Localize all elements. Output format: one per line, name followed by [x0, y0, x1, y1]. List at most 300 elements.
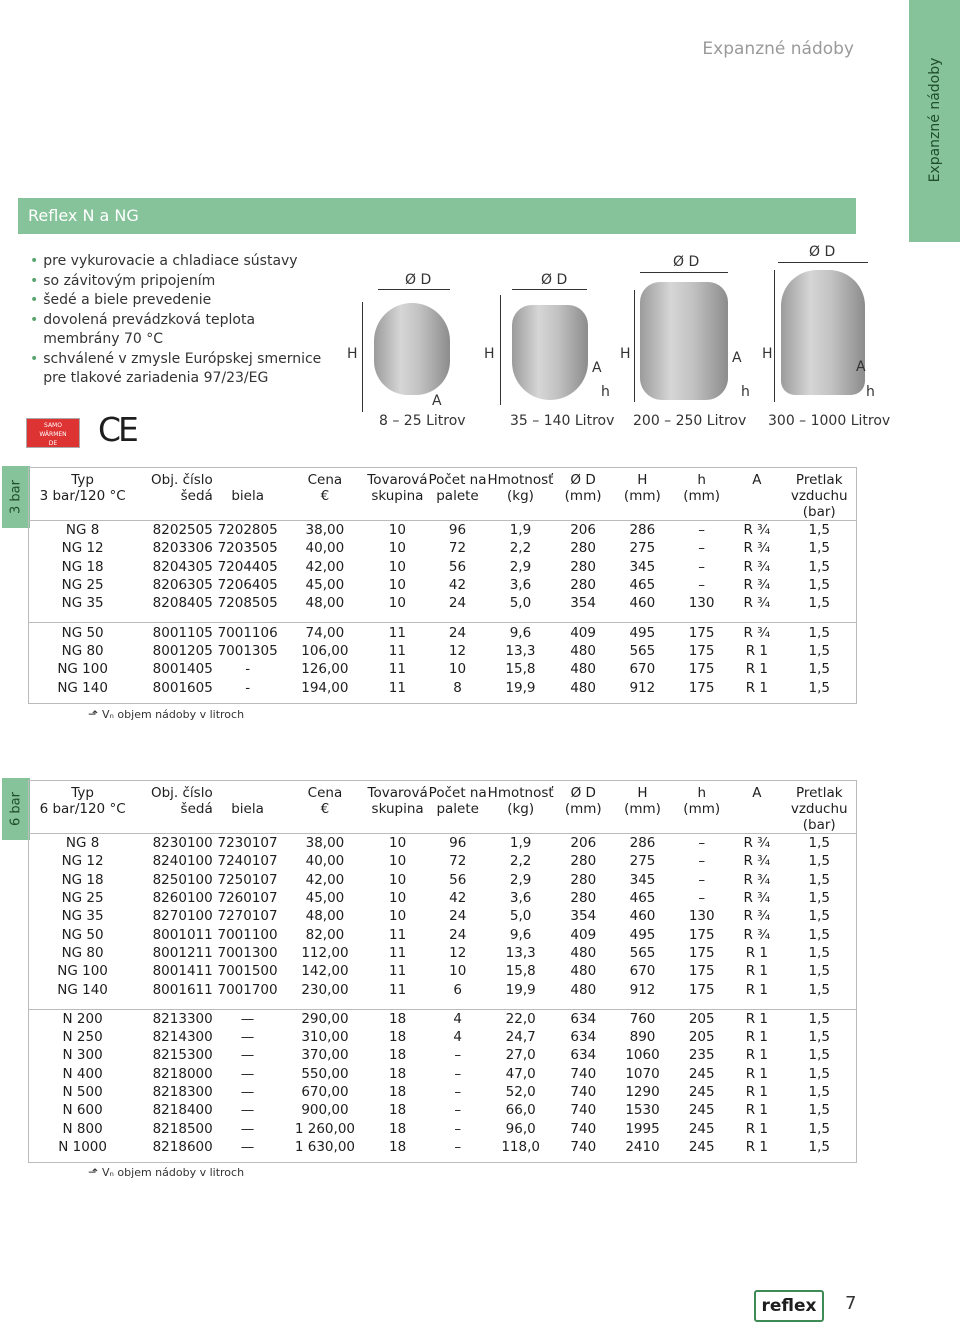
table-cell: R ¾ — [743, 871, 771, 888]
table-cell: — — [240, 1065, 255, 1082]
table-cell: 8 — [453, 679, 462, 696]
side-tab-label: Expanzné nádoby — [926, 57, 943, 183]
table-cell: 7202805 — [213, 521, 283, 540]
th-hmotnost: Hmotnosť (kg) — [487, 472, 554, 504]
table-cell: 112,00 — [301, 944, 349, 961]
table-cell: NG 18 — [61, 558, 104, 575]
table-row — [28, 889, 856, 907]
table-cell: 409 — [570, 926, 597, 943]
table-cell: 1,5 — [808, 1102, 830, 1119]
table-cell: 66,0 — [505, 1102, 536, 1119]
table-cell: 8215300 — [152, 1047, 213, 1064]
table-cell: R ¾ — [731, 521, 782, 540]
table-cell: 8250100 — [152, 871, 213, 888]
table-row — [28, 962, 856, 980]
table-cell: 480 — [570, 642, 596, 659]
table-cell: 8001405 — [152, 661, 213, 678]
table-cell: 740 — [570, 1120, 597, 1137]
table-cell: 205 — [688, 1029, 715, 1046]
table-cell: 1,5 — [808, 661, 830, 678]
table-cell: 1995 — [625, 1120, 660, 1137]
table-cell: 7001305 — [217, 642, 278, 659]
table-cell: 7203505 — [217, 540, 278, 557]
table-cell: 1,9 — [487, 521, 553, 540]
table-cell: 8270100 — [152, 908, 213, 925]
table-cell: 11 — [388, 642, 406, 659]
table-cell: 2,2 — [509, 853, 532, 870]
table-cell: 1,5 — [782, 834, 856, 853]
table-cell: 1,5 — [808, 1120, 830, 1137]
vessel3-a-label: A — [732, 350, 742, 366]
table-cell: – — [698, 540, 705, 557]
table-cell: 230,00 — [301, 981, 349, 998]
table-cell: 175 — [688, 679, 715, 696]
table-cell: 38,00 — [282, 834, 367, 853]
table-cell: 480 — [570, 944, 597, 961]
table-cell: 1,5 — [782, 623, 856, 642]
table-cell: – — [672, 834, 731, 853]
table-cell: 11 — [389, 963, 407, 980]
vessel4-image — [781, 270, 865, 395]
table-cell: 8208405 — [152, 595, 213, 612]
table-cell: 1,5 — [808, 679, 830, 696]
table-row — [28, 678, 856, 696]
table-cell: 10 — [388, 558, 406, 575]
table-cell: 290,00 — [282, 1009, 367, 1028]
table-cell: 1,5 — [808, 1084, 830, 1100]
table-cell: 12 — [448, 642, 467, 659]
table-cell: 280 — [570, 577, 596, 594]
ce-mark-logo: CE — [98, 410, 136, 449]
table-cell: 1,5 — [808, 1138, 830, 1155]
table-cell: 118,0 — [501, 1138, 540, 1155]
table-cell: 10 — [449, 963, 467, 980]
table-row — [28, 834, 856, 853]
table-cell: 175 — [688, 926, 715, 943]
table-cell: 565 — [629, 944, 656, 961]
table-cell: 280 — [570, 853, 597, 870]
th-h: h (mm) — [683, 472, 721, 504]
table-cell: 1,5 — [808, 981, 830, 998]
table-cell: 19,9 — [505, 679, 536, 696]
table-cell: R ¾ — [743, 540, 771, 557]
table-cell: 7250107 — [217, 871, 278, 888]
th-H: H (mm) — [624, 785, 661, 817]
table-cell: 48,00 — [305, 595, 345, 612]
table-cell: 42 — [448, 577, 467, 594]
table-cell: 175 — [688, 944, 715, 961]
table-cell: R 1 — [745, 1120, 769, 1137]
table-cell: NG 100 — [57, 661, 108, 678]
table-cell: 47,0 — [505, 1065, 536, 1082]
feature-item-cont: membrány 70 °C — [43, 331, 164, 347]
table-cell: - — [245, 661, 251, 678]
table-cell: 18 — [389, 1065, 407, 1082]
table-cell: 82,00 — [305, 926, 345, 943]
table-cell: 72 — [448, 540, 467, 557]
table-cell: N 600 — [62, 1102, 103, 1119]
table-row — [28, 1119, 856, 1137]
table-cell: 5,0 — [509, 595, 532, 612]
table-cell: 740 — [570, 1084, 597, 1100]
table-cell: R 1 — [745, 679, 768, 696]
vessel2-h-label: H — [484, 346, 495, 362]
table-cell: 10 — [388, 577, 406, 594]
table-cell: 1,5 — [808, 540, 830, 557]
th-typ: Typ 3 bar/120 °C — [39, 472, 126, 504]
table-cell: 1,5 — [808, 853, 830, 870]
table-cell: 8206305 — [152, 577, 213, 594]
table-cell: 634 — [570, 1029, 597, 1046]
table-cell: 2,2 — [509, 540, 532, 557]
table-cell: R 1 — [745, 944, 769, 961]
table-cell: NG 25 — [61, 577, 104, 594]
table-cell: R ¾ — [731, 834, 782, 853]
table-cell: 11 — [367, 623, 427, 642]
table-cell: 345 — [629, 558, 656, 575]
table-cell: 130 — [688, 595, 715, 612]
table-cell: 1,5 — [808, 963, 830, 980]
table-cell: 13,3 — [505, 944, 536, 961]
table-cell: 96 — [428, 521, 488, 540]
vessel1-caption: 8 – 25 Litrov — [379, 413, 466, 429]
table-cell: 354 — [570, 595, 596, 612]
table-cell: — — [240, 1138, 255, 1155]
table-cell: 15,8 — [505, 661, 536, 678]
table-cell: NG 80 — [61, 642, 104, 659]
feature-item: • schválené v zmysle Európskej smernice — [30, 350, 322, 367]
table-row — [28, 852, 856, 870]
table-row — [28, 980, 856, 998]
table-cell: 45,00 — [305, 577, 345, 594]
table-cell: 1,5 — [808, 642, 830, 659]
th-pretlak: Pretlak vzduchu (bar) — [790, 472, 848, 520]
table-cell: NG 50 — [28, 623, 137, 642]
table-cell: 10 — [388, 595, 406, 612]
table-spacer — [28, 999, 856, 1010]
table-cell: 670 — [629, 661, 656, 678]
table-cell: 175 — [688, 963, 715, 980]
table-cell: 18 — [368, 1009, 428, 1028]
vessel2-smallh-label: h — [601, 384, 610, 400]
table-cell: 565 — [629, 642, 656, 659]
table-cell: — — [240, 1084, 255, 1100]
vessel3-caption: 200 – 250 Litrov — [633, 413, 747, 429]
table-cell: 7001300 — [217, 944, 278, 961]
th-obj-seda: Obj. číslo šedá — [150, 785, 213, 817]
table-cell: 40,00 — [305, 853, 345, 870]
table-cell: N 300 — [62, 1047, 103, 1064]
table-cell: 52,0 — [505, 1084, 536, 1100]
table-cell: 465 — [629, 890, 656, 907]
table-cell: 286 — [613, 834, 672, 853]
vessel4-smallh-label: h — [866, 384, 875, 400]
table-cell: 1,5 — [808, 926, 830, 943]
table-cell: 3,6 — [509, 577, 532, 594]
table6-body — [28, 834, 856, 1157]
table-row — [28, 660, 856, 678]
table-cell: 40,00 — [305, 540, 345, 557]
table-cell: NG 12 — [61, 540, 104, 557]
table-cell: 6 — [453, 981, 462, 998]
table-cell: NG 8 — [28, 834, 137, 853]
th-hmotnost: Hmotnosť (kg) — [487, 785, 554, 817]
vessel1-a-label: A — [432, 393, 442, 409]
table-cell: 8202505 — [137, 521, 213, 540]
table-cell: NG 80 — [61, 944, 104, 961]
table-cell: R 1 — [745, 1084, 769, 1100]
table-cell: NG 50 — [61, 926, 104, 943]
table-cell: – — [454, 1102, 462, 1119]
table-cell: 206 — [553, 521, 612, 540]
table-cell: 480 — [570, 963, 597, 980]
table-6bar — [28, 783, 856, 1156]
table-cell: 1,5 — [808, 1065, 830, 1082]
certification-logo: SAMO WÄRMEN DE — [26, 418, 80, 448]
th-tovarova: Tovarová skupina — [367, 472, 428, 504]
th-od: Ø D (mm) — [564, 785, 602, 817]
table-cell: 912 — [629, 981, 656, 998]
table-row — [28, 558, 856, 576]
table-cell: – — [454, 1138, 462, 1155]
table3-note: ⬏ Vₙ objem nádoby v litroch — [88, 707, 245, 721]
table-cell: 1,5 — [808, 595, 830, 612]
table-cell: 1 260,00 — [294, 1120, 355, 1137]
table-cell: 4 — [428, 1009, 488, 1028]
table-cell: 205 — [672, 1009, 731, 1028]
th-typ: Typ 6 bar/120 °C — [39, 785, 126, 817]
table-cell: 550,00 — [301, 1065, 349, 1082]
table-cell: 15,8 — [505, 963, 536, 980]
table-cell: 900,00 — [301, 1102, 349, 1119]
table-cell: 634 — [554, 1009, 613, 1028]
th-tovarova: Tovarová skupina — [367, 785, 428, 817]
table-cell: 11 — [388, 679, 406, 696]
table-cell: R ¾ — [743, 595, 771, 612]
table-cell: NG 100 — [57, 963, 108, 980]
table-cell: NG 140 — [57, 981, 108, 998]
table-cell: 2410 — [625, 1138, 660, 1155]
table-cell: 10 — [367, 521, 427, 540]
table-cell: 7240107 — [217, 853, 278, 870]
table-cell: 480 — [570, 679, 596, 696]
table-cell: 465 — [629, 577, 656, 594]
table-cell: 280 — [570, 540, 596, 557]
table-cell: 3,6 — [509, 890, 532, 907]
table-cell: 1,5 — [808, 890, 830, 907]
table-cell: – — [698, 577, 705, 594]
table-row — [28, 925, 856, 943]
table-cell: 24,7 — [505, 1029, 536, 1046]
table-cell: R 1 — [731, 1009, 782, 1028]
table-cell: 56 — [449, 871, 467, 888]
table-cell: 194,00 — [301, 679, 349, 696]
table-cell: 1,5 — [808, 577, 830, 594]
table-cell: 245 — [688, 1120, 715, 1137]
table-cell: 7270107 — [217, 908, 278, 925]
table-cell: 460 — [629, 595, 656, 612]
table-cell: N 500 — [62, 1084, 103, 1100]
table-cell: 38,00 — [282, 521, 367, 540]
table3-body — [28, 521, 856, 697]
table-cell: 7208505 — [217, 595, 278, 612]
table-cell: – — [454, 1047, 462, 1064]
table-row — [28, 1138, 856, 1156]
feature-item: • pre vykurovacie a chladiace sústavy — [30, 253, 298, 269]
table-row — [28, 576, 856, 594]
table-cell: 7260107 — [217, 890, 278, 907]
table-cell: NG 18 — [61, 871, 104, 888]
table-cell: – — [698, 871, 706, 888]
table-row — [28, 539, 856, 557]
table-cell: 106,00 — [301, 642, 349, 659]
table-cell: 175 — [688, 661, 715, 678]
vessel3-h-label: H — [620, 346, 631, 362]
th-A: A — [752, 785, 762, 801]
table-cell: 48,00 — [305, 908, 345, 925]
table-row — [28, 594, 856, 612]
table-cell: 24 — [448, 595, 467, 612]
vessel3-od-label: Ø D — [673, 254, 700, 270]
table-cell: – — [454, 1120, 462, 1137]
feature-item-cont: pre tlakové zariadenia 97/23/EG — [43, 370, 269, 386]
table-cell: 18 — [389, 1120, 407, 1137]
table-cell: R ¾ — [743, 853, 771, 870]
table-cell: R 1 — [745, 642, 768, 659]
table-cell: 740 — [570, 1102, 597, 1119]
vessel3-image — [640, 282, 728, 400]
table-cell: 8203306 — [152, 540, 213, 557]
table-cell: 27,0 — [505, 1047, 536, 1064]
table-cell: 345 — [629, 871, 656, 888]
table-cell: 8230100 — [137, 834, 213, 853]
table-cell: 1,5 — [808, 1047, 830, 1064]
th-cena: Cena € — [307, 785, 343, 817]
table-cell: — — [240, 1102, 255, 1119]
table-cell: 245 — [688, 1065, 715, 1082]
table-cell: 206 — [554, 834, 613, 853]
table-cell: 7001500 — [217, 963, 278, 980]
th-obj-biela: biela — [231, 801, 264, 817]
table3-header-row — [28, 470, 856, 521]
table-cell: 8001105 — [137, 623, 213, 642]
table-cell: 1290 — [625, 1084, 660, 1100]
table-cell: 7230107 — [213, 834, 283, 853]
tab-6bar: 6 bar — [2, 778, 30, 840]
table-cell: 5,0 — [509, 908, 532, 925]
table-cell: 11 — [389, 944, 407, 961]
table-cell: 74,00 — [282, 623, 367, 642]
table-cell: N 250 — [62, 1029, 103, 1046]
table-cell: - — [245, 679, 251, 696]
table-cell: 480 — [570, 981, 597, 998]
table-cell: 7001106 — [213, 623, 283, 642]
vessel4-caption: 300 – 1000 Litrov — [768, 413, 891, 429]
section-title: Reflex N a NG — [28, 206, 139, 225]
table-cell: – — [454, 1065, 462, 1082]
section-title-bar — [18, 198, 856, 234]
table-cell: 7204405 — [217, 558, 278, 575]
table-cell: 1,5 — [782, 1009, 856, 1028]
table-cell: NG 12 — [61, 853, 104, 870]
table-cell: 8001011 — [152, 926, 213, 943]
table-cell: 18 — [389, 1102, 407, 1119]
table-cell: – — [698, 890, 706, 907]
table-row — [28, 521, 856, 540]
th-pocet: Počet na palete — [428, 472, 487, 504]
table-cell: 11 — [389, 981, 407, 998]
table-cell: 1,5 — [808, 558, 830, 575]
table-cell: 10 — [389, 871, 407, 888]
vessel1-h-label: H — [347, 346, 358, 362]
table-cell: 245 — [688, 1138, 715, 1155]
table-cell: 10 — [389, 908, 407, 925]
table-cell: 72 — [449, 853, 467, 870]
table-cell: 912 — [629, 679, 656, 696]
table-row — [28, 944, 856, 962]
table-cell: 18 — [389, 1084, 407, 1100]
table-cell: 19,9 — [505, 981, 536, 998]
table-cell: 24 — [449, 926, 467, 943]
tab-3bar: 3 bar — [2, 466, 30, 528]
table-cell: 10 — [388, 540, 406, 557]
table-cell: 480 — [570, 661, 596, 678]
table-cell: 670 — [629, 963, 656, 980]
table-cell: 96,0 — [505, 1120, 536, 1137]
table-cell: R 1 — [745, 1138, 769, 1155]
th-od: Ø D (mm) — [564, 472, 602, 504]
feature-item: • dovolená prevádzková teplota — [30, 311, 256, 328]
page-number: 7 — [845, 1293, 857, 1314]
reflex-logo: reflex — [754, 1290, 824, 1322]
page-header-title: Expanzné nádoby — [702, 39, 854, 59]
table-cell: 7001700 — [217, 981, 278, 998]
table-cell: 670,00 — [301, 1084, 349, 1100]
table-cell: 18 — [389, 1138, 407, 1155]
table-cell: R 1 — [745, 661, 768, 678]
th-obj-biela: biela — [231, 488, 264, 504]
table-cell: 10 — [368, 834, 428, 853]
table-cell: R ¾ — [743, 558, 771, 575]
table-cell: 8218500 — [152, 1120, 213, 1137]
table-cell: 8214300 — [152, 1029, 213, 1046]
table-cell: 126,00 — [301, 661, 349, 678]
table-cell: NG 140 — [57, 679, 108, 696]
table-cell: 280 — [570, 890, 597, 907]
table-cell: 8218600 — [152, 1138, 213, 1155]
table-cell: 9,6 — [487, 623, 553, 642]
table-cell: 12 — [449, 944, 467, 961]
side-chapter-tab — [909, 0, 960, 242]
table-cell: 8213300 — [137, 1009, 213, 1028]
table-cell: NG 8 — [28, 521, 137, 540]
table-cell: — — [240, 1047, 255, 1064]
table-spacer — [28, 612, 856, 623]
vessel2-od-label: Ø D — [541, 272, 568, 288]
table-cell: 1,5 — [808, 871, 830, 888]
table-cell: R 1 — [745, 1047, 769, 1064]
table-cell: 1060 — [625, 1047, 660, 1064]
table-cell: 1,5 — [808, 944, 830, 961]
feature-item: • so závitovým pripojením — [30, 272, 216, 289]
table-cell: 10 — [448, 661, 467, 678]
table-cell: R ¾ — [743, 890, 771, 907]
table-cell: R 1 — [745, 1065, 769, 1082]
table-cell: 245 — [688, 1084, 715, 1100]
table-cell: 280 — [570, 558, 596, 575]
vessel2-caption: 35 – 140 Litrov — [510, 413, 615, 429]
table-cell: 11 — [389, 926, 407, 943]
